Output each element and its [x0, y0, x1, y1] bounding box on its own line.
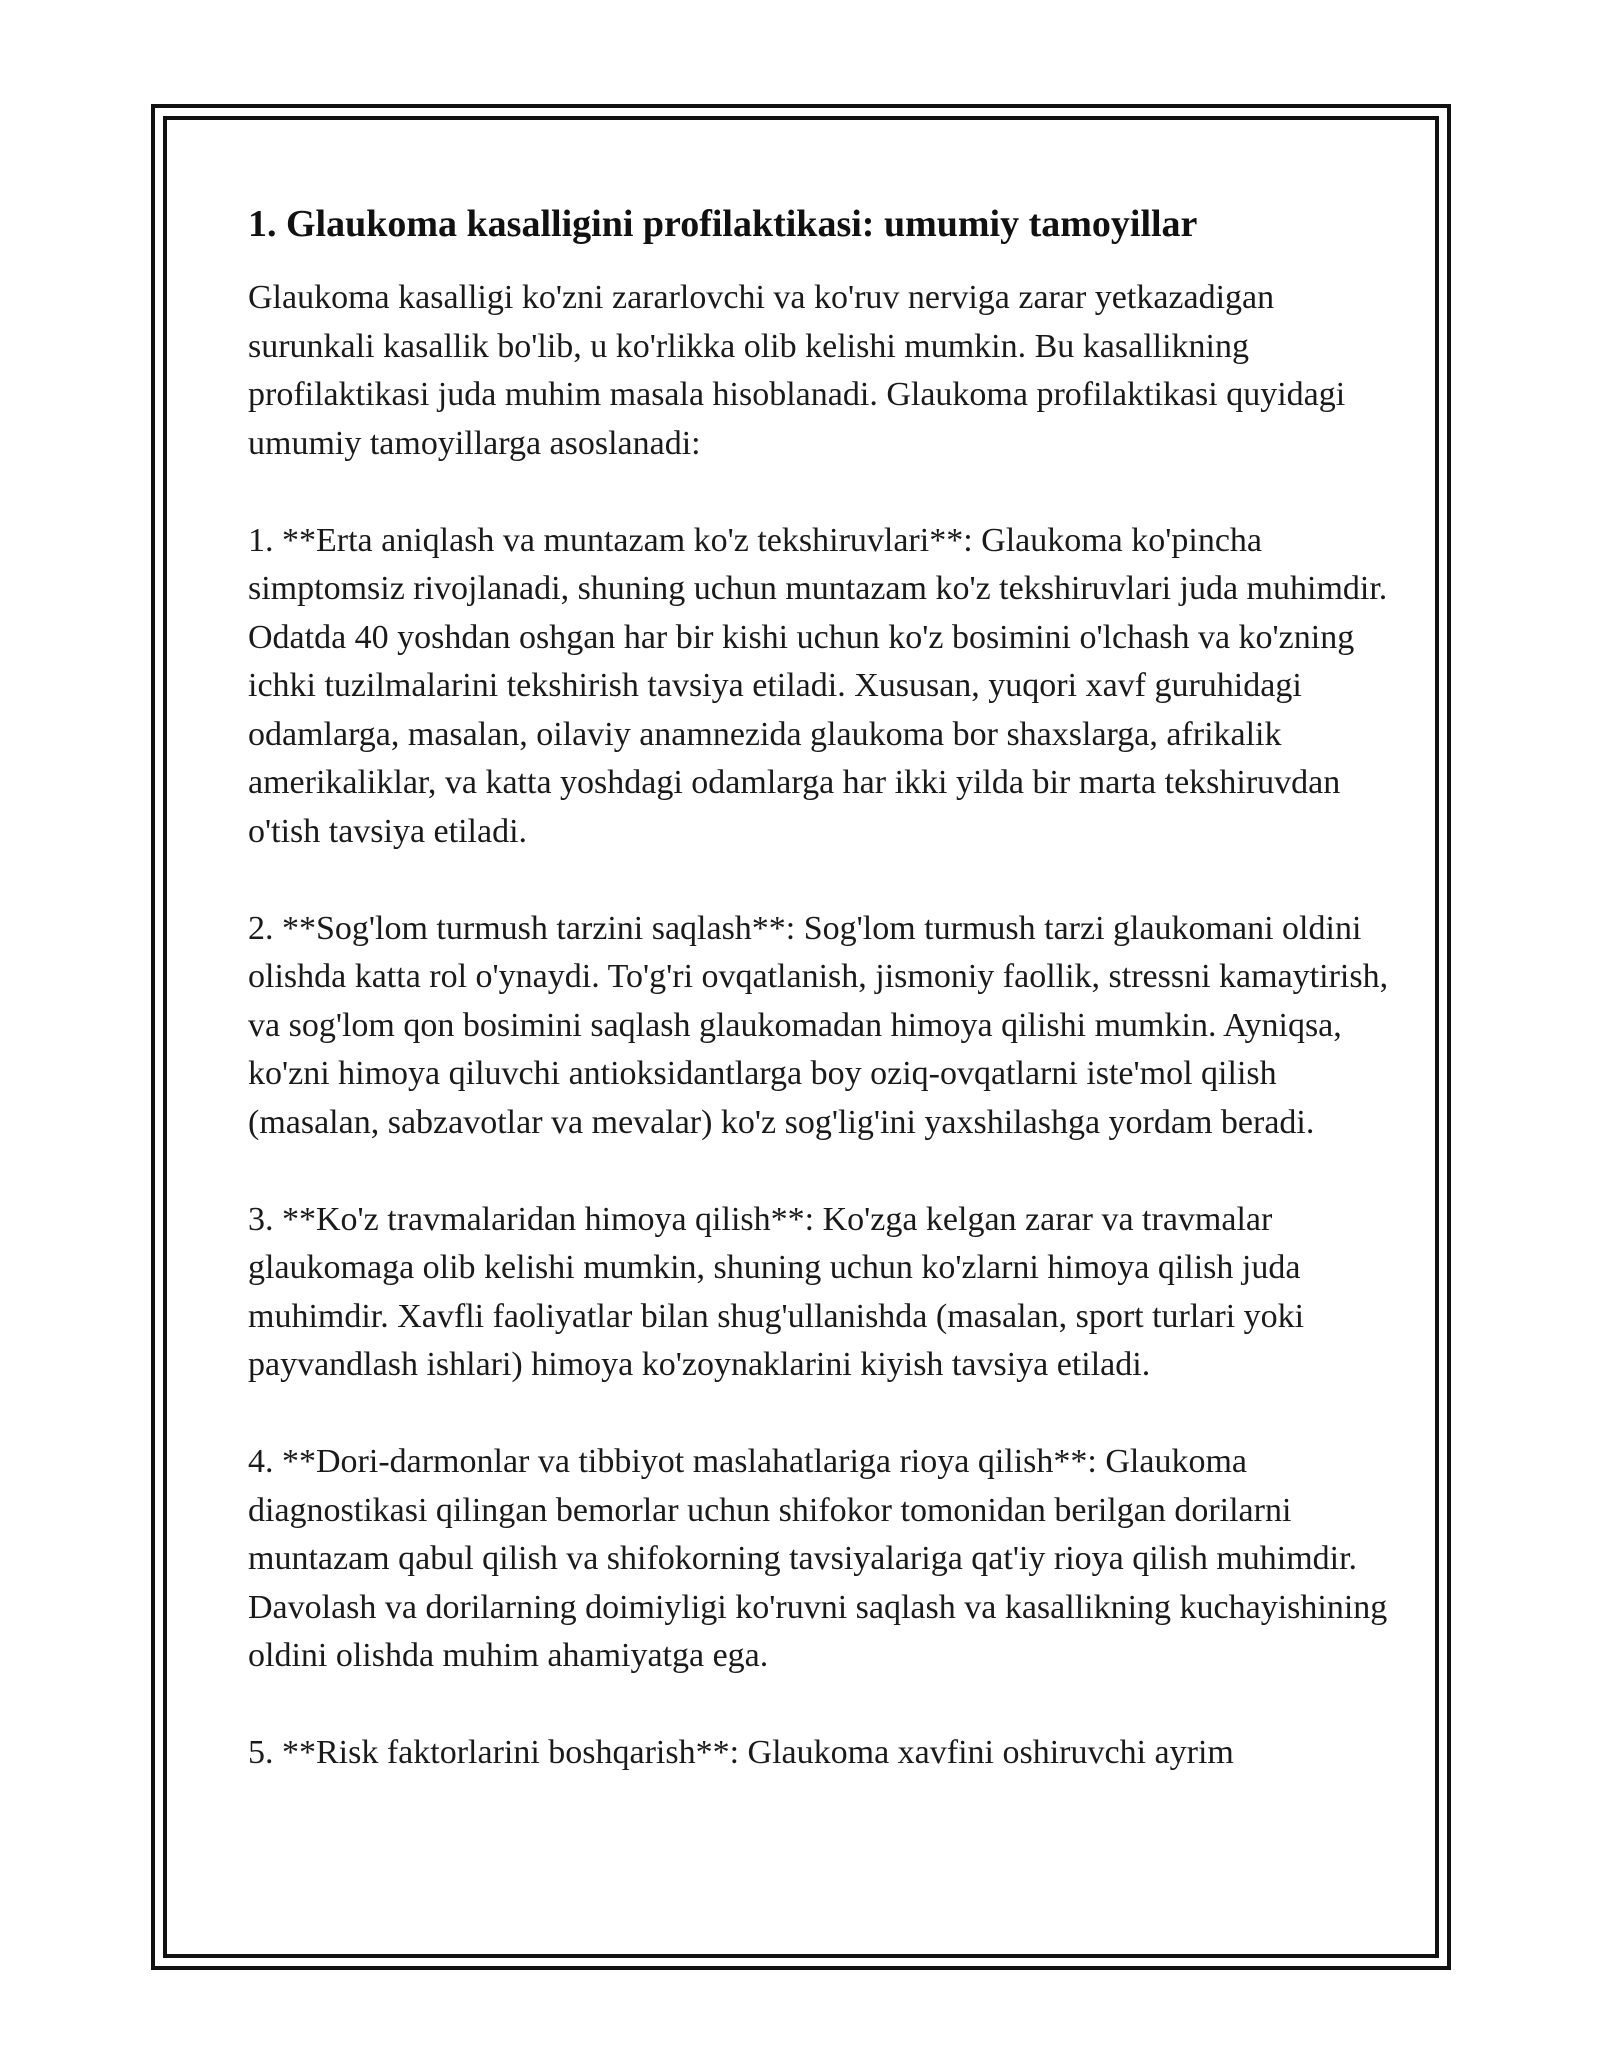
principle-paragraph-4: 4. **Dori-darmonlar va tibbiyot maslahatlariga rioya qilish**: Glaukoma diagnostikasi qilingan bemorlar uchun shifokor tomonidan berilgan dorilarni muntazam qabul qilish va shifokorning tavsiyalariga qat'iy rioya qilish muhimdir. Davolash va dorilarning doimiyligi ko'ruvni saqlash va kasallikning kuchayishining oldini olishda muhim ahamiyatga ega. [248, 1443, 1388, 1674]
principle-paragraph-5: 5. **Risk faktorlarini boshqarish**: Glaukoma xavfini oshiruvchi ayrim [248, 1734, 1234, 1771]
principle-paragraph-1: 1. **Erta aniqlash va muntazam ko'z tekshiruvlari**: Glaukoma ko'pincha simptomsiz rivojlanadi, shuning uchun muntazam ko'z tekshiruvlari juda muhimdir. Odatda 40 yoshdan oshgan har bir kishi uchun ko'z bosimini o'lchash va ko'zning ichki tuzilmalarini tekshirish tavsiya etiladi. Xususan, yuqori xavf guruhidagi odamlarga, masalan, oilaviy anamnezida glaukoma bor shaxslarga, afrikalik amerikaliklar, va katta yoshdagi odamlarga har ikki yilda bir marta tekshiruvdan o'tish tavsiya etiladi. [248, 521, 1388, 850]
document-body [248, 200, 1398, 1778]
section-heading: 1. Glaukoma kasalligini profilaktikasi: umumiy tamoyillar [248, 203, 1198, 245]
intro-paragraph: Glaukoma kasalligi ko'zni zararlovchi va ko'ruv nerviga zarar yetkazadigan surunkali kasallik bo'lib, u ko'rlikka olib kelishi mumkin. Bu kasallikning profilaktikasi juda muhim masala hisoblanadi. Glaukoma profilaktikasi quyidagi umumiy tamoyillarga asoslanadi: [248, 279, 1346, 462]
page-border-inner [163, 116, 1439, 1958]
page-border-outer [151, 104, 1451, 1970]
principle-paragraph-2: 2. **Sog'lom turmush tarzini saqlash**: Sog'lom turmush tarzi glaukomani oldini olishda katta rol o'ynaydi. To'g'ri ovqatlanish, jismoniy faollik, stressni kamaytirish, va sog'lom qon bosimini saqlash glaukomadan himoya qilishi mumkin. Ayniqsa, ko'zni himoya qiluvchi antioksidantlarga boy oziq-ovqatlarni iste'mol qilish (masalan, sabzavotlar va mevalar) ko'z sog'lig'ini yaxshilashga yordam beradi. [248, 909, 1389, 1141]
principle-paragraph-3: 3. **Ko'z travmalaridan himoya qilish**: Ko'zga kelgan zarar va travmalar glaukomaga olib kelishi mumkin, shuning uchun ko'zlarni himoya qilish juda muhimdir. Xavfli faoliyatlar bilan shug'ullanishda (masalan, sport turlari yoki payvandlash ishlari) himoya ko'zoynaklarini kiyish tavsiya etiladi. [248, 1200, 1305, 1383]
